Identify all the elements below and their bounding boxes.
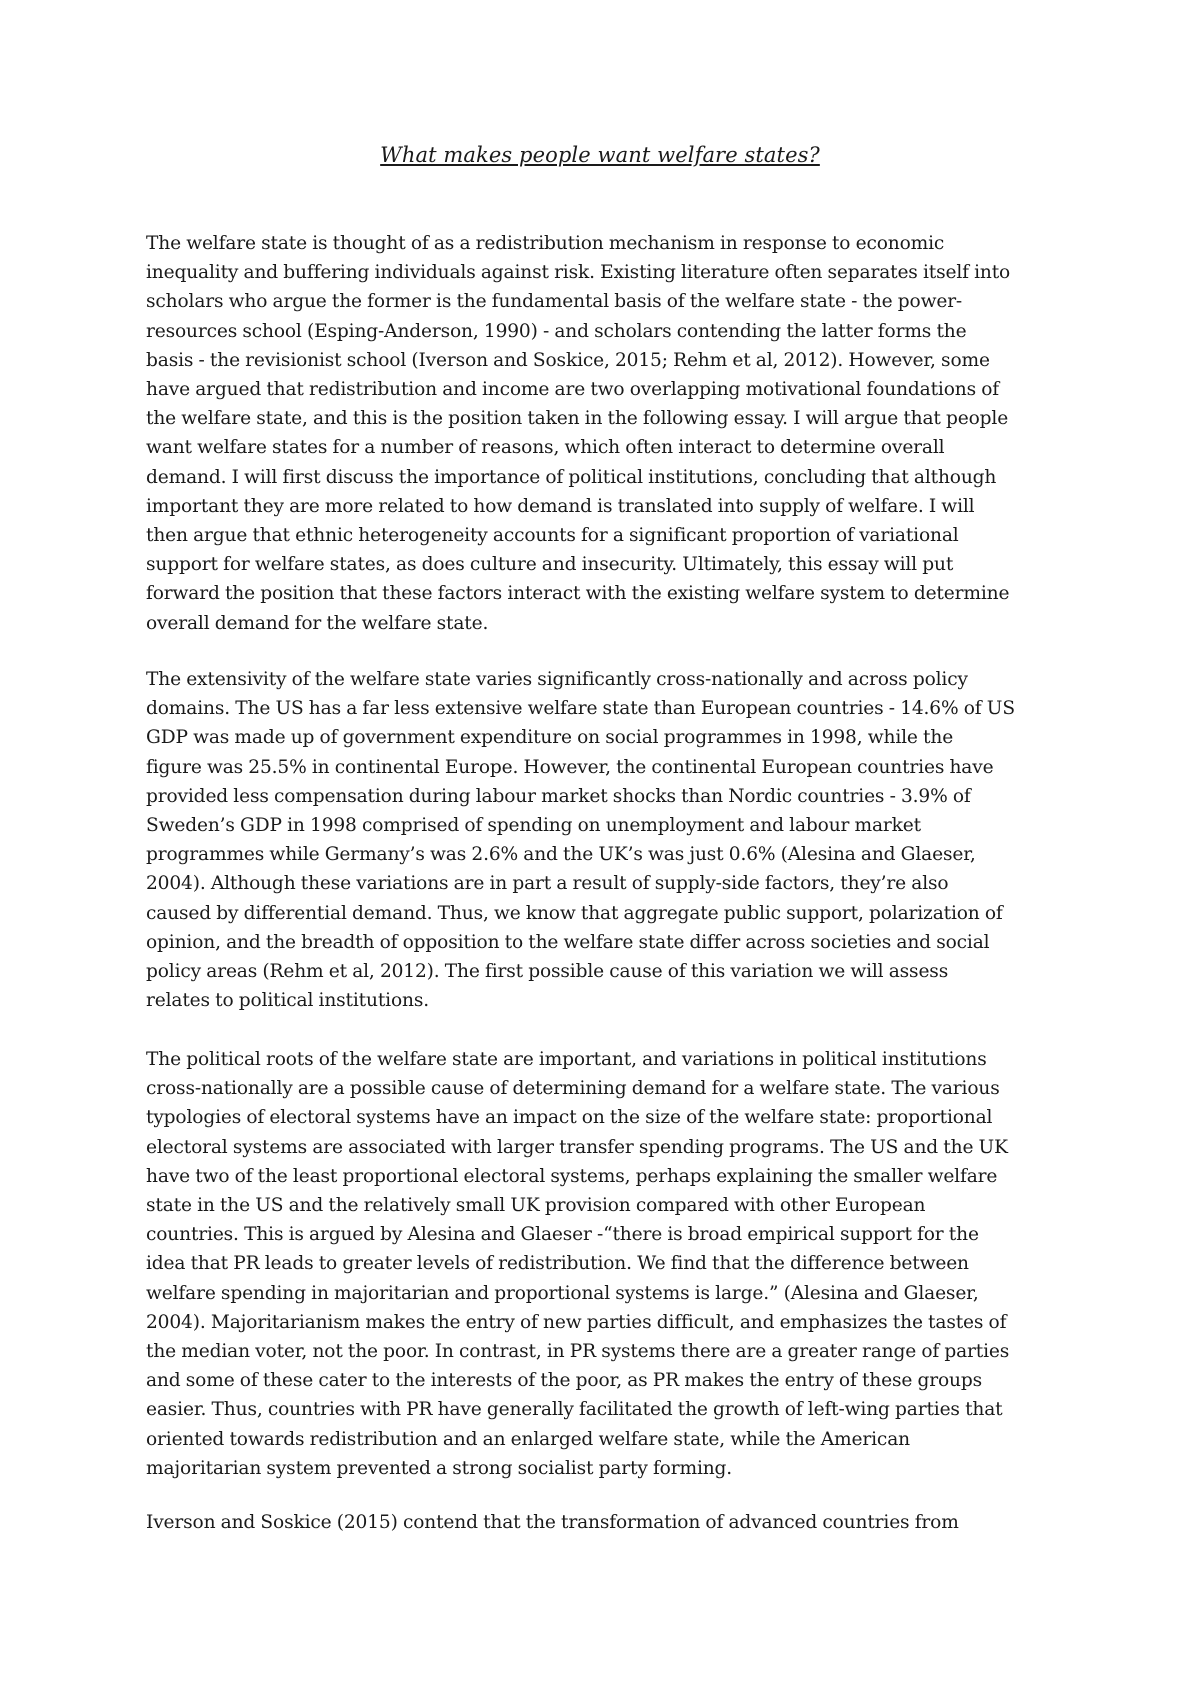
text-line: Sweden’s GDP in 1998 comprised of spending on unemployment and labour market [146,815,921,837]
text-line: The extensivity of the welfare state varies significantly cross-nationally and across policy [146,669,968,690]
text-line: oriented towards redistribution and an enlarged welfare state, while the American [146,1428,910,1450]
text-line: programmes while Germany’s was 2.6% and the UK’s was just 0.6% (Alesina and Glaeser, [146,844,976,866]
paragraph-2 [146,665,1066,1015]
text-line: want welfare states for a number of reasons, which often interact to determine overall [146,437,945,459]
text-line: and some of these cater to the interests of the poor, as PR makes the entry of these groups [146,1370,982,1392]
text-line: domains. The US has a far less extensive welfare state than European countries - 14.6% of US [146,698,1015,720]
text-line: demand. I will first discuss the importance of political institutions, concluding that although [146,466,997,488]
paragraph-4 [146,1508,1066,1537]
essay-title: What makes people want welfare states? [380,143,820,167]
text-line: figure was 25.5% in continental Europe. However, the continental European countries have [146,756,994,778]
text-line: the welfare state, and this is the position taken in the following essay. I will argue that people [146,408,1009,430]
text-line: scholars who argue the former is the fundamental basis of the welfare state - the power- [146,291,963,313]
text-line: GDP was made up of government expenditure on social programmes in 1998, while the [146,727,954,749]
text-line: basis - the revisionist school (Iverson and Soskice, 2015; Rehm et al, 2012). However, some [146,349,990,371]
text-line: The welfare state is thought of as a redistribution mechanism in response to economic [146,233,945,254]
text-line: support for welfare states, as does culture and insecurity. Ultimately, this essay will put [146,554,954,576]
text-line: then argue that ethnic heterogeneity accounts for a significant proportion of variational [146,525,959,547]
text-line: have two of the least proportional electoral systems, perhaps explaining the smaller welfare [146,1165,998,1187]
text-line: provided less compensation during labour market shocks than Nordic countries - 3.9% of [146,785,971,807]
text-line: overall demand for the welfare state. [146,612,489,634]
text-line: caused by differential demand. Thus, we know that aggregate public support, polarization of [146,902,1003,924]
text-line: opinion, and the breadth of opposition to the welfare state differ across societies and social [146,931,990,953]
text-line: 2004). Although these variations are in part a result of supply-side factors, they’re also [146,873,949,895]
text-line: easier. Thus, countries with PR have generally facilitated the growth of left-wing parties that [146,1399,1003,1421]
text-line: forward the position that these factors interact with the existing welfare system to determine [146,583,1010,605]
text-line: idea that PR leads to greater levels of redistribution. We find that the difference between [146,1253,969,1275]
text-line: welfare spending in majoritarian and proportional systems is large.” (Alesina and Glaeser, [146,1282,979,1304]
text-line: the median voter, not the poor. In contrast, in PR systems there are a greater range of parties [146,1341,1010,1363]
text-line: state in the US and the relatively small UK provision compared with other European [146,1195,926,1217]
text-line: Iverson and Soskice (2015) contend that the transformation of advanced countries from [146,1512,959,1533]
text-line: important they are more related to how demand is translated into supply of welfare. I will [146,495,975,517]
text-line: have argued that redistribution and income are two overlapping motivational foundations of [146,379,1000,401]
text-line: typologies of electoral systems have an impact on the size of the welfare state: proportional [146,1107,993,1129]
text-line: 2004). Majoritarianism makes the entry of new parties difficult, and emphasizes the tastes of [146,1311,1007,1333]
text-line: cross-nationally are a possible cause of determining demand for a welfare state. The various [146,1078,1000,1100]
text-line: resources school (Esping-Anderson, 1990) - and scholars contending the latter forms the [146,320,967,342]
text-line: The political roots of the welfare state are important, and variations in political institutions [146,1049,987,1070]
text-line: inequality and buffering individuals against risk. Existing literature often separates itself into [146,262,1011,284]
text-line: countries. This is argued by Alesina and Glaeser -“there is broad empirical support for the [146,1224,979,1246]
text-line: electoral systems are associated with larger transfer spending programs. The US and the UK [146,1136,1008,1158]
paragraph-1 [146,229,1066,638]
text-line: policy areas (Rehm et al, 2012). The first possible cause of this variation we will assess [146,961,949,983]
text-line: majoritarian system prevented a strong socialist party forming. [146,1457,733,1479]
text-line: relates to political institutions. [146,990,429,1012]
paragraph-3 [146,1045,1066,1483]
